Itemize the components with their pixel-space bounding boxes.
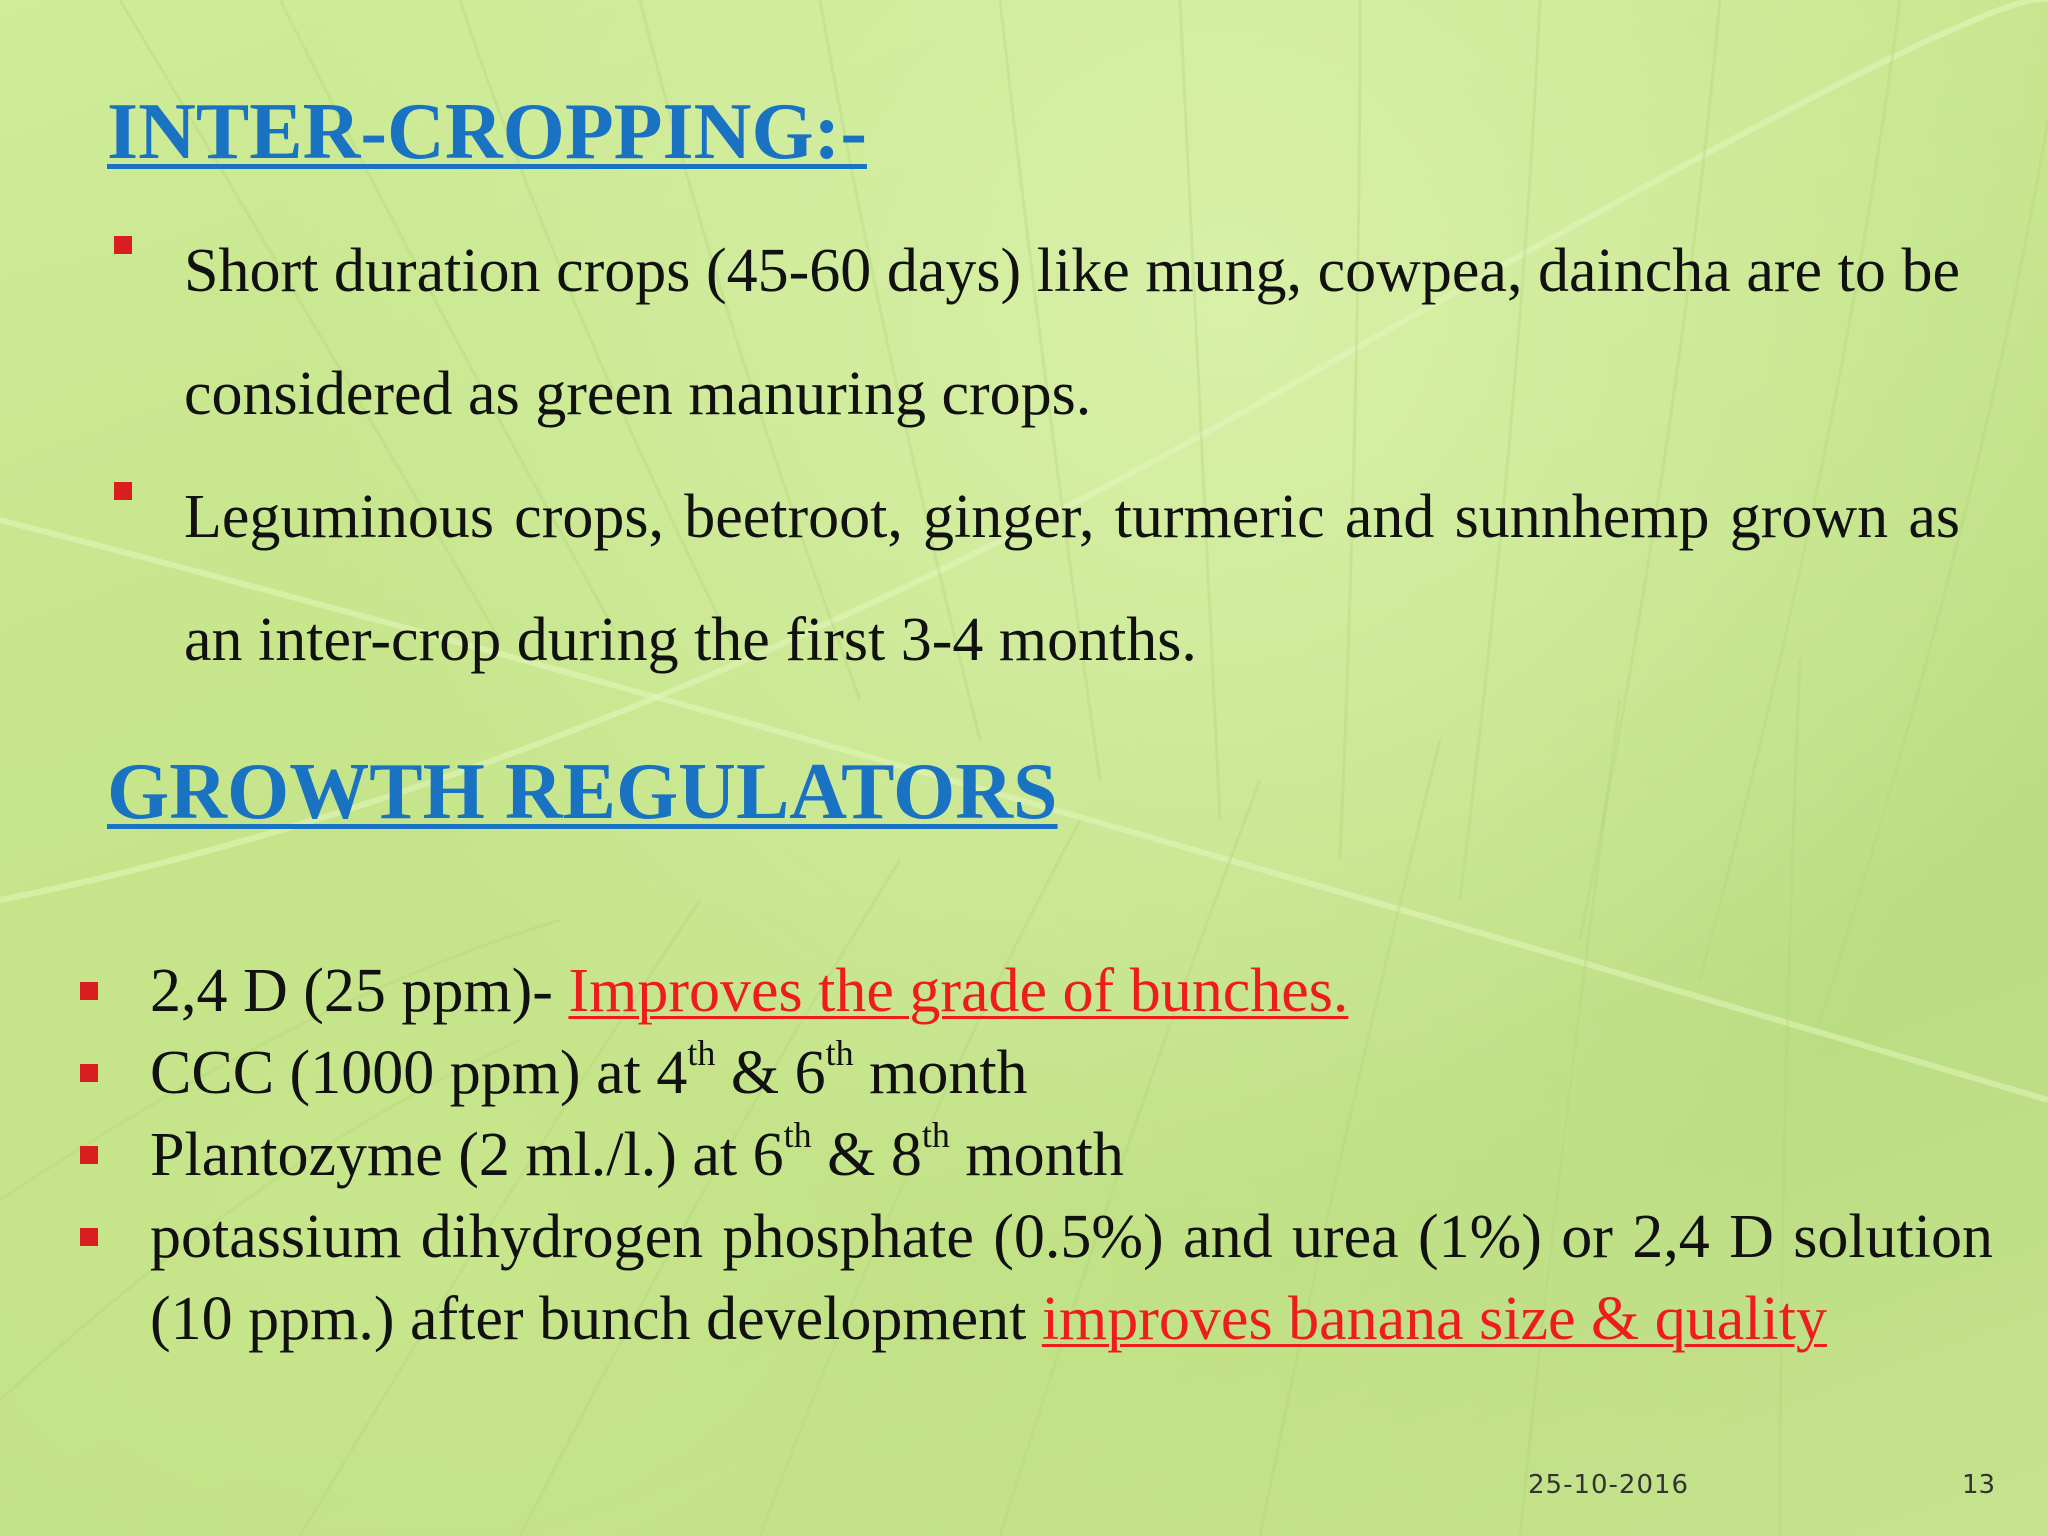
inter-cropping-heading: INTER-CROPPING:- bbox=[107, 88, 867, 176]
growth-regulators-heading: GROWTH REGULATORS bbox=[107, 748, 1058, 836]
footer-date: 25-10-2016 bbox=[1528, 1470, 1690, 1500]
inter-cropping-list bbox=[107, 210, 1960, 702]
square-bullet-icon bbox=[80, 982, 98, 1000]
list-item: potassium dihydrogen phosphate (0.5%) and urea (1%) or 2,4 D solution (10 ppm.) after bunch development improves banana size & quality bbox=[73, 1196, 1993, 1360]
list-item: Plantozyme (2 ml./l.) at 6th & 8th month bbox=[73, 1114, 1993, 1196]
square-bullet-icon bbox=[80, 1064, 98, 1082]
list-item: Leguminous crops, beetroot, ginger, turmeric and sunnhemp grown as an inter-crop during the first 3-4 months. bbox=[107, 456, 1960, 702]
page-number: 13 bbox=[1962, 1470, 1996, 1500]
growth-regulators-list bbox=[73, 950, 1993, 1360]
list-item: Short duration crops (45-60 days) like mung, cowpea, daincha are to be considered as green manuring crops. bbox=[107, 210, 1960, 456]
highlight-text: Improves the grade of bunches. bbox=[568, 957, 1349, 1025]
square-bullet-icon bbox=[114, 482, 132, 500]
square-bullet-icon bbox=[80, 1146, 98, 1164]
list-item: 2,4 D (25 ppm)- Improves the grade of bunches. bbox=[73, 950, 1993, 1032]
square-bullet-icon bbox=[114, 236, 132, 254]
square-bullet-icon bbox=[80, 1228, 98, 1246]
highlight-text: improves banana size & quality bbox=[1041, 1285, 1827, 1353]
list-item: CCC (1000 ppm) at 4th & 6th month bbox=[73, 1032, 1993, 1114]
